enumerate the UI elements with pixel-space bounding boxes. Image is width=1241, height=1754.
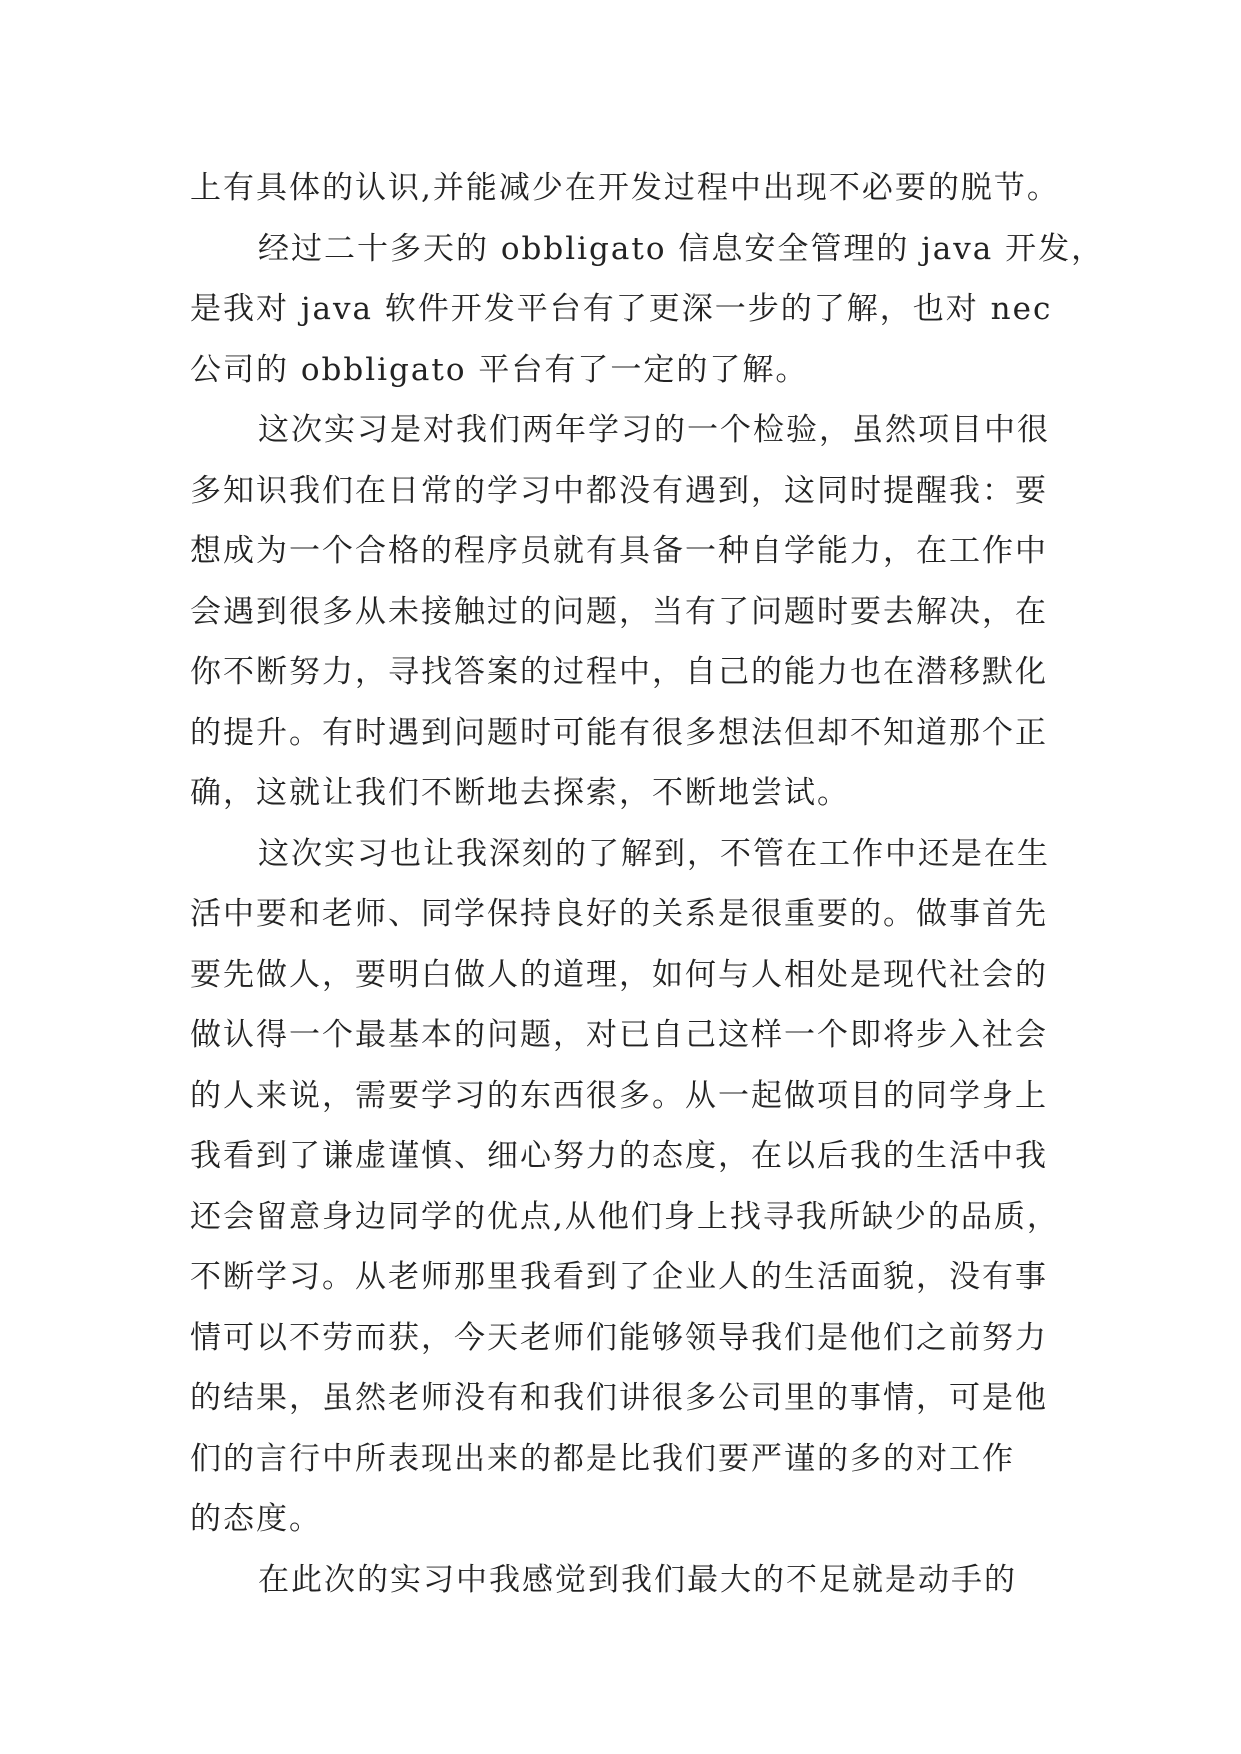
text-line: 这次实习是对我们两年学习的一个检验，虽然项目中很 <box>258 412 1050 448</box>
text-line: 想成为一个合格的程序员就有具备一种自学能力，在工作中 <box>190 533 1048 569</box>
text-line: 经过二十多天的 obbligato 信息安全管理的 java 开发， <box>258 230 1105 267</box>
text-line: 多知识我们在日常的学习中都没有遇到，这同时提醒我：要 <box>190 472 1048 509</box>
text-line: 的态度。 <box>190 1501 322 1537</box>
text-line: 会遇到很多从未接触过的问题，当有了问题时要去解决，在 <box>190 593 1048 630</box>
text-line: 我看到了谦虚谨慎、细心努力的态度，在以后我的生活中我 <box>190 1138 1048 1174</box>
text-line: 活中要和老师、同学保持良好的关系是很重要的。做事首先 <box>190 896 1048 932</box>
text-line: 们的言行中所表现出来的都是比我们要严谨的多的对工作 <box>190 1440 1015 1477</box>
text-line: 是我对 java 软件开发平台有了更深一步的了解，也对 nec <box>190 291 1053 327</box>
text-line: 你不断努力，寻找答案的过程中，自己的能力也在潜移默化 <box>190 654 1048 690</box>
text-line: 公司的 obbligato 平台有了一定的了解。 <box>190 351 809 388</box>
text-line: 不断学习。从老师那里我看到了企业人的生活面貌，没有事 <box>190 1259 1048 1295</box>
text-line: 的结果，虽然老师没有和我们讲很多公司里的事情，可是他 <box>190 1380 1048 1416</box>
body-text <box>190 158 1105 1610</box>
text-line: 这次实习也让我深刻的了解到，不管在工作中还是在生 <box>258 835 1050 872</box>
text-line: 情可以不劳而获，今天老师们能够领导我们是他们之前努力 <box>190 1319 1048 1356</box>
text-line: 的提升。有时遇到问题时可能有很多想法但却不知道那个正 <box>190 714 1048 751</box>
text-line: 做认得一个最基本的问题，对已自己这样一个即将步入社会 <box>190 1017 1048 1053</box>
text-line: 确，这就让我们不断地去探索，不断地尝试。 <box>190 775 850 811</box>
text-line: 在此次的实习中我感觉到我们最大的不足就是动手的 <box>258 1561 1017 1598</box>
text-line: 上有具体的认识,并能减少在开发过程中出现不必要的脱节。 <box>190 170 1060 206</box>
text-line: 的人来说，需要学习的东西很多。从一起做项目的同学身上 <box>190 1077 1048 1114</box>
text-line: 还会留意身边同学的优点,从他们身上找寻我所缺少的品质， <box>190 1198 1060 1235</box>
text-line: 要先做人，要明白做人的道理，如何与人相处是现代社会的 <box>190 956 1048 993</box>
